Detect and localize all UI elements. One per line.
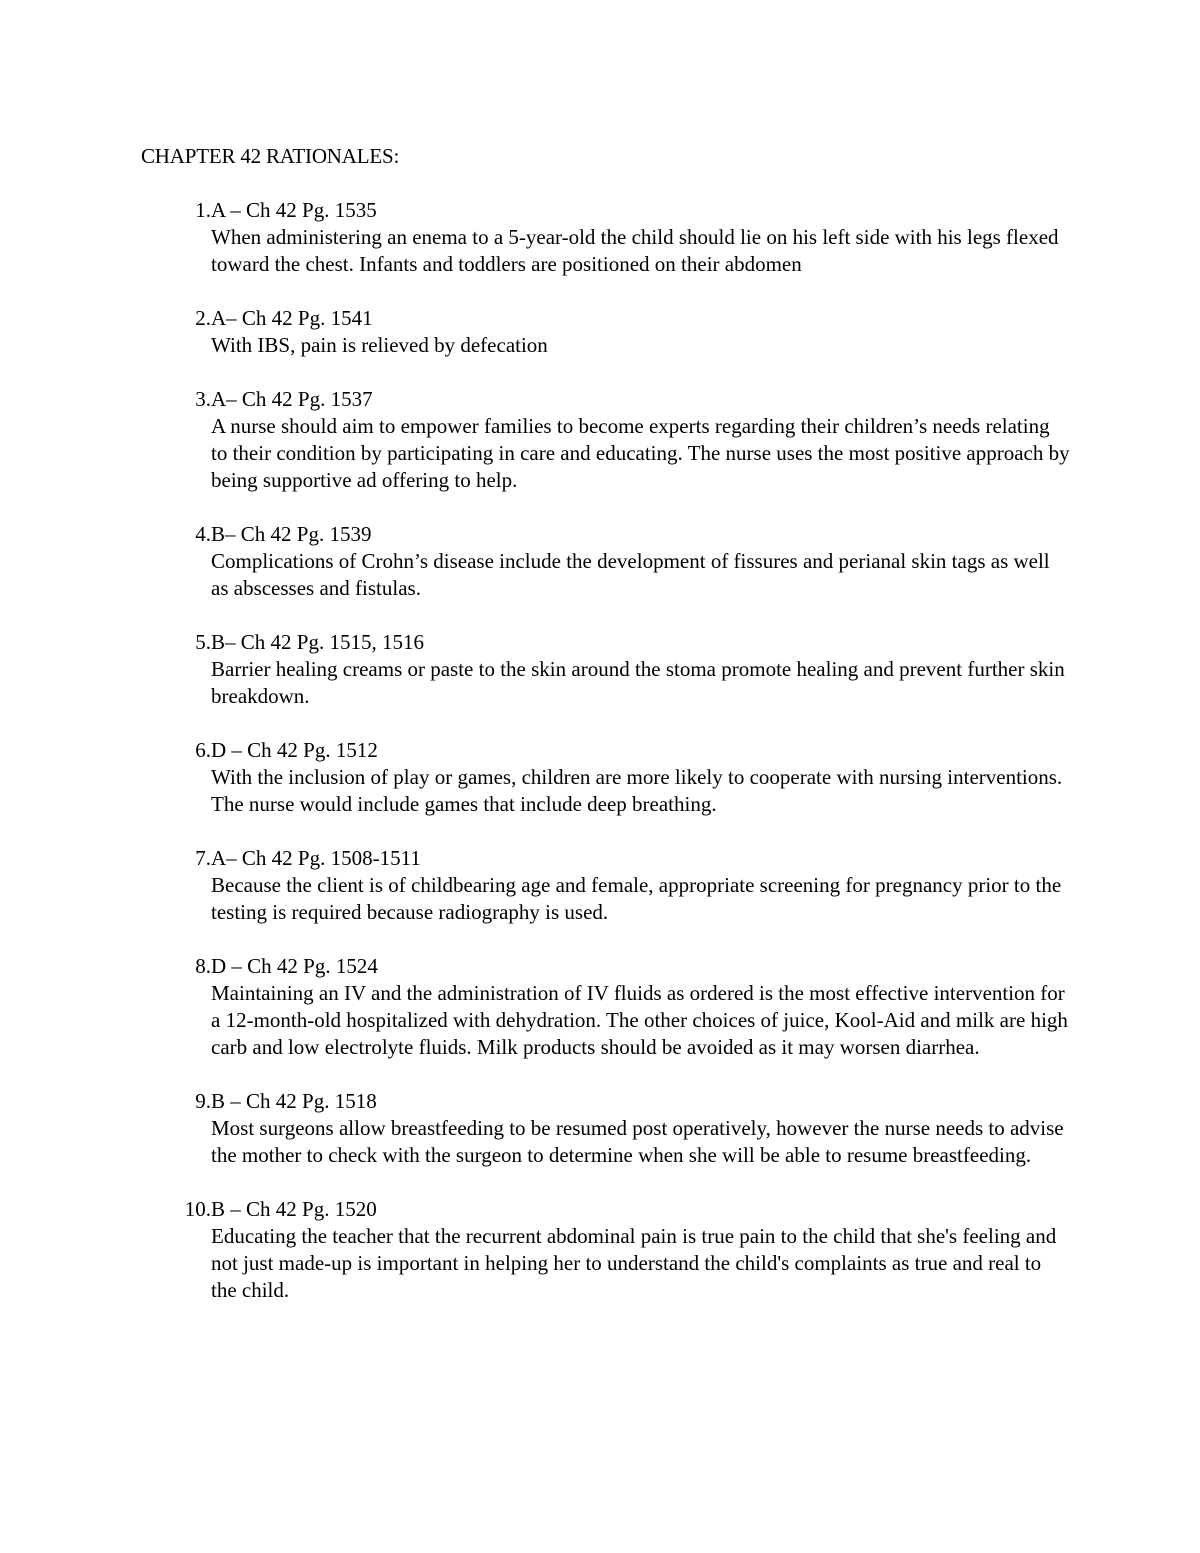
item-body xyxy=(211,197,1071,278)
item-body xyxy=(211,386,1071,494)
list-item-7 xyxy=(0,845,1200,926)
item-rationale: Because the client is of childbearing age and female, appropriate screening for pregnancy prior to the testing is required because radiography is used. xyxy=(211,873,1062,924)
item-body xyxy=(211,953,1071,1061)
item-body xyxy=(211,305,1071,359)
list-item-3 xyxy=(0,386,1200,494)
item-body xyxy=(211,521,1071,602)
rationale-list xyxy=(0,197,1200,1331)
item-answer: D – Ch 42 Pg. 1512 xyxy=(211,738,378,762)
item-rationale: With the inclusion of play or games, children are more likely to cooperate with nursing interventions. The nurse would include games that include deep breathing. xyxy=(211,765,1063,816)
item-number: 4. xyxy=(195,522,211,546)
item-body xyxy=(211,629,1071,710)
item-body xyxy=(211,737,1071,818)
item-answer: A – Ch 42 Pg. 1535 xyxy=(211,198,377,222)
item-body xyxy=(211,1196,1071,1304)
item-answer: B – Ch 42 Pg. 1520 xyxy=(211,1197,377,1221)
item-answer: B – Ch 42 Pg. 1518 xyxy=(211,1089,377,1113)
list-item-10 xyxy=(0,1196,1200,1304)
list-item-2 xyxy=(0,305,1200,359)
item-body xyxy=(211,1088,1071,1169)
list-item-5 xyxy=(0,629,1200,710)
item-answer: A– Ch 42 Pg. 1508-1511 xyxy=(211,846,421,870)
item-number: 9. xyxy=(195,1089,211,1113)
item-number: 6. xyxy=(195,738,211,762)
item-rationale: Complications of Crohn’s disease include the development of fissures and perianal skin tags as well as abscesses and fistulas. xyxy=(211,549,1050,600)
item-answer: B– Ch 42 Pg. 1539 xyxy=(211,522,372,546)
item-answer: A– Ch 42 Pg. 1541 xyxy=(211,306,373,330)
item-answer: B– Ch 42 Pg. 1515, 1516 xyxy=(211,630,424,654)
item-rationale: Educating the teacher that the recurrent abdominal pain is true pain to the child that she's feeling and not just made-up is important in helping her to understand the child's complaints as true and real to the child. xyxy=(211,1224,1057,1302)
document-title: CHAPTER 42 RATIONALES: xyxy=(141,144,400,168)
list-item-1 xyxy=(0,197,1200,278)
item-rationale: Maintaining an IV and the administration of IV fluids as ordered is the most effective intervention for a 12-month-old hospitalized with dehydration. The other choices of juice, Kool-Aid and milk are high carb and low electrolyte fluids. Milk products should be avoided as it may worsen diarrhea. xyxy=(211,981,1068,1059)
list-item-9 xyxy=(0,1088,1200,1169)
item-rationale: Most surgeons allow breastfeeding to be resumed post operatively, however the nurse needs to advise the mother to check with the surgeon to determine when she will be able to resume breastfeeding. xyxy=(211,1116,1064,1167)
item-rationale: Barrier healing creams or paste to the skin around the stoma promote healing and prevent further skin breakdown. xyxy=(211,657,1065,708)
item-answer: A– Ch 42 Pg. 1537 xyxy=(211,387,373,411)
list-item-6 xyxy=(0,737,1200,818)
item-number: 5. xyxy=(195,630,211,654)
list-item-8 xyxy=(0,953,1200,1061)
item-number: 10. xyxy=(184,1197,211,1221)
item-answer: D – Ch 42 Pg. 1524 xyxy=(211,954,378,978)
item-rationale: With IBS, pain is relieved by defecation xyxy=(211,333,548,357)
item-number: 7. xyxy=(195,846,211,870)
item-body xyxy=(211,845,1071,926)
list-item-4 xyxy=(0,521,1200,602)
item-number: 1. xyxy=(195,198,211,222)
item-rationale: A nurse should aim to empower families to become experts regarding their children’s needs relating to their condition by participating in care and educating. The nurse uses the most positive approach by being supportive ad offering to help. xyxy=(211,414,1070,492)
item-rationale: When administering an enema to a 5-year-old the child should lie on his left side with his legs flexed toward the chest. Infants and toddlers are positioned on their abdomen xyxy=(211,225,1059,276)
item-number: 8. xyxy=(195,954,211,978)
item-number: 2. xyxy=(195,306,211,330)
item-number: 3. xyxy=(195,387,211,411)
